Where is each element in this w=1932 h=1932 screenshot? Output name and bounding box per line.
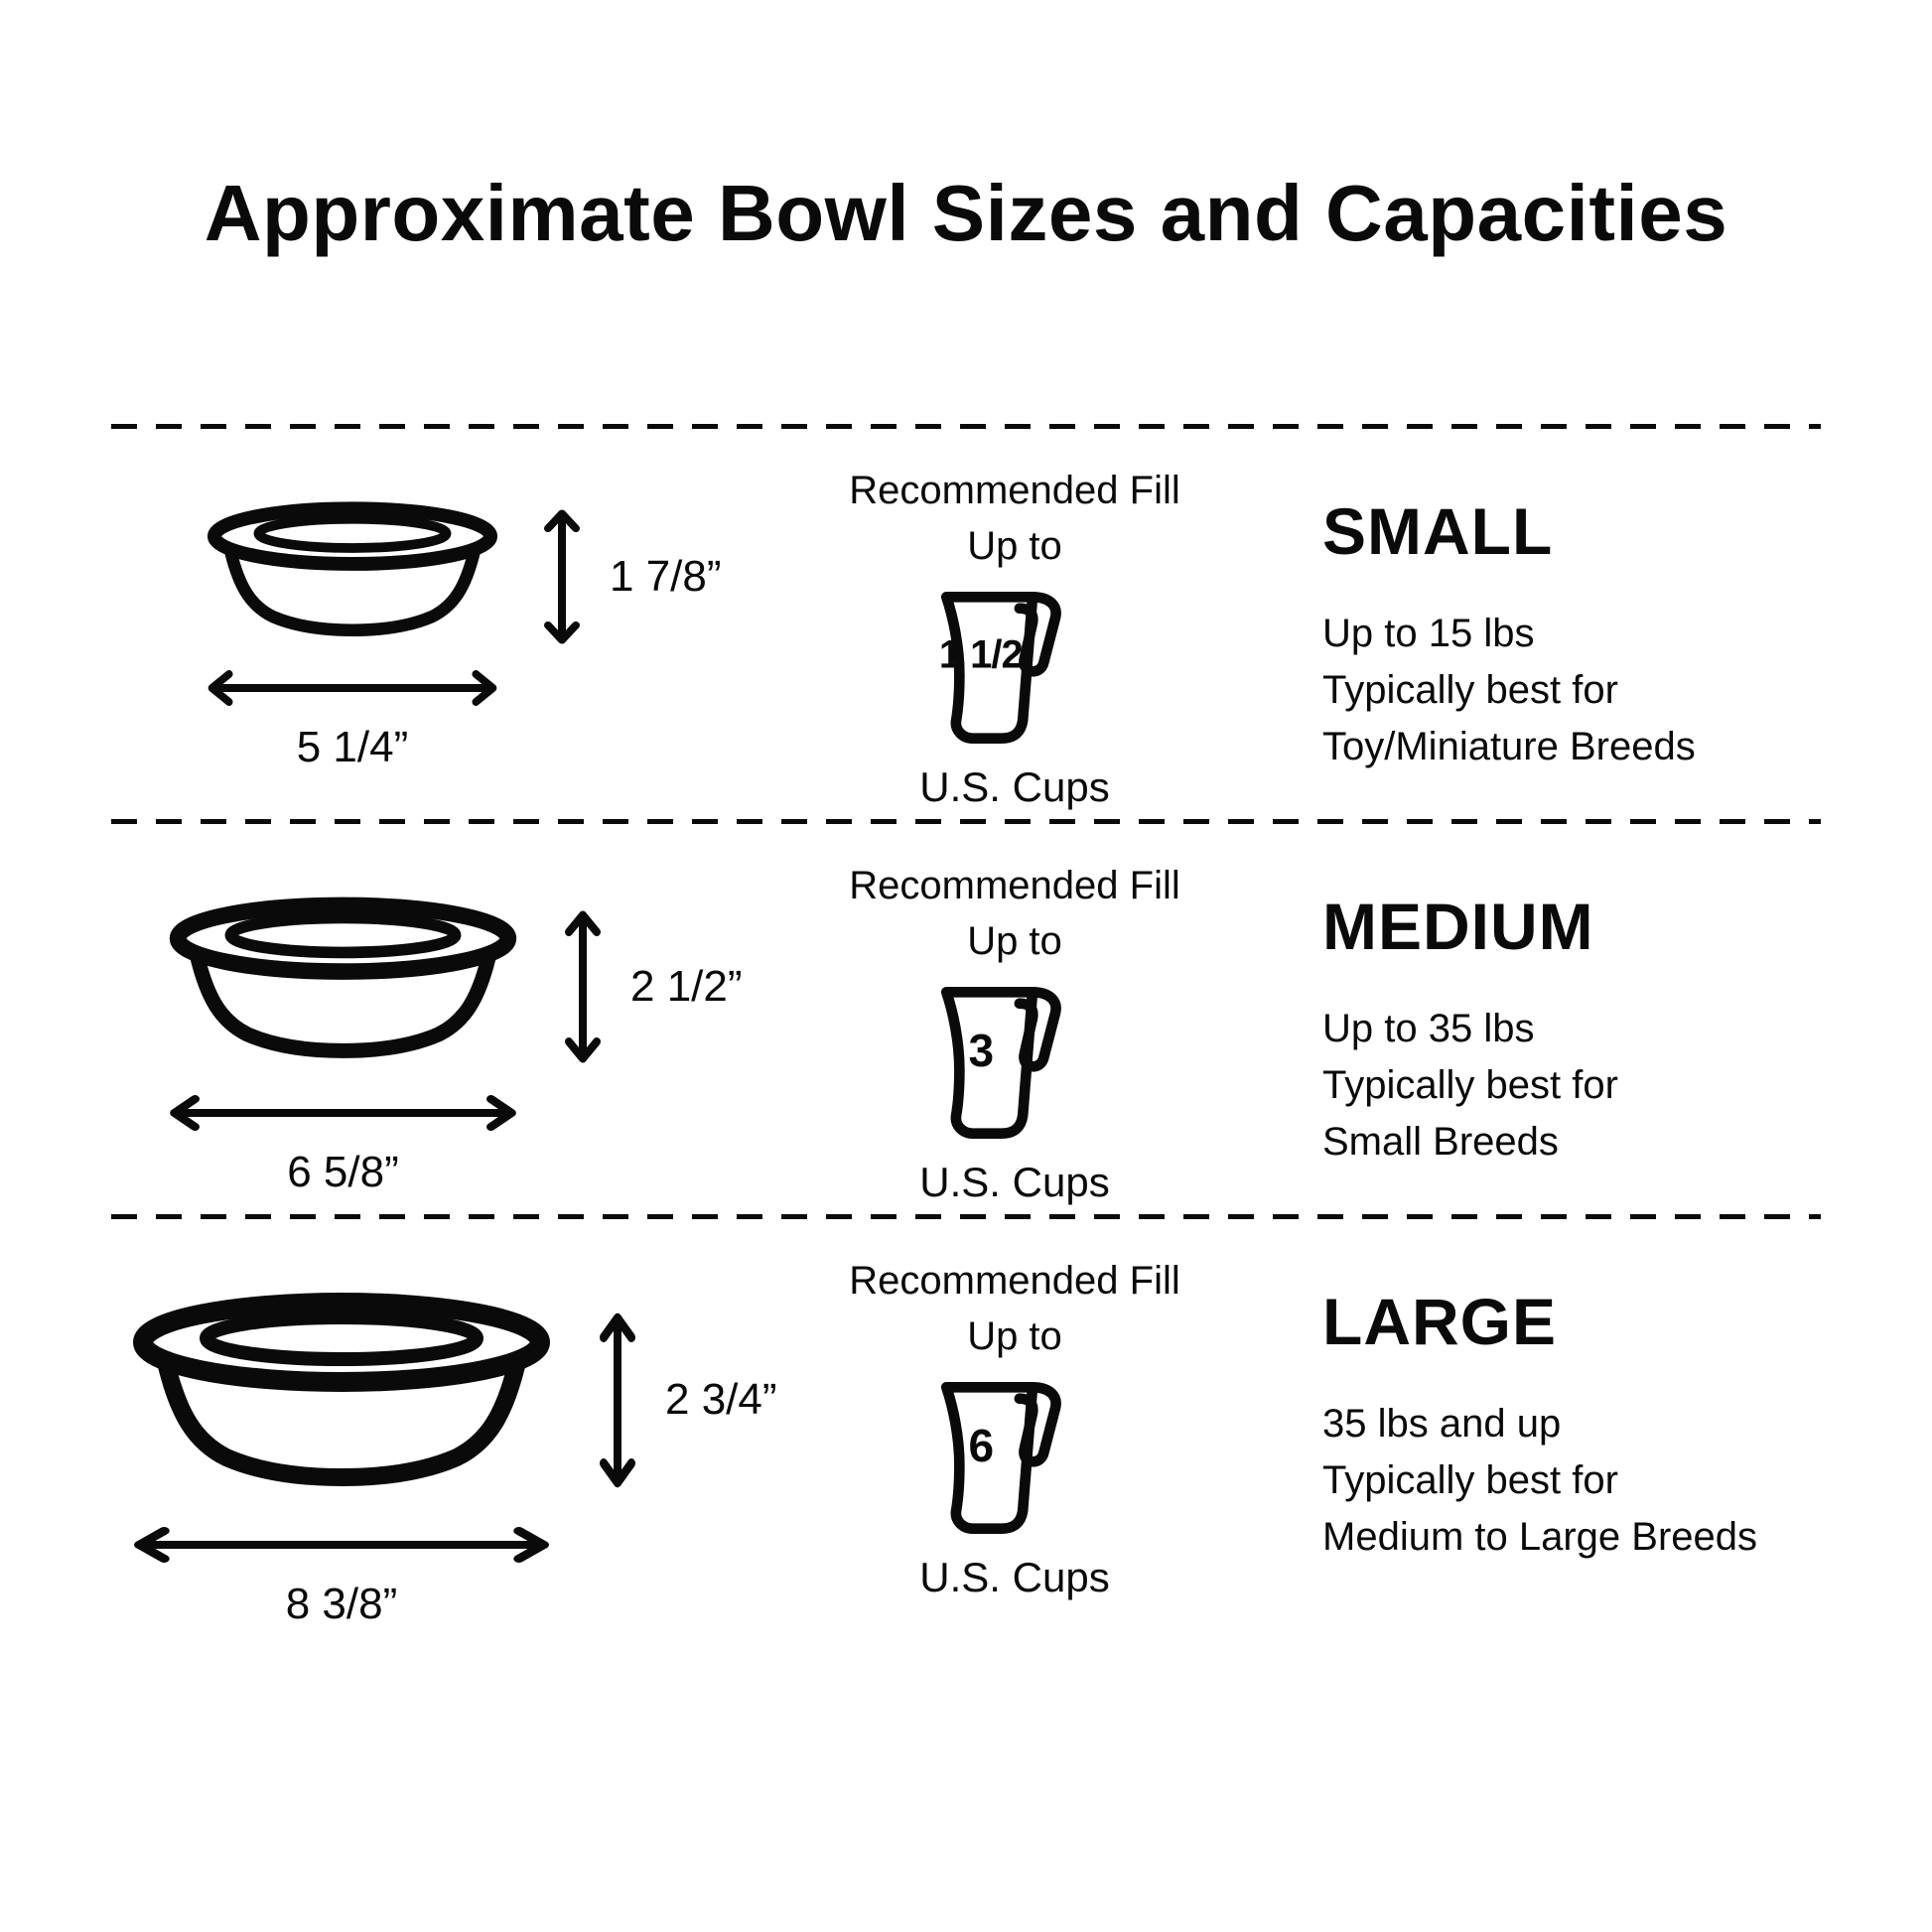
cup-amount: 1 1/2	[938, 632, 1023, 677]
size-heading: SMALL	[1322, 494, 1554, 568]
page-title: Approximate Bowl Sizes and Capacities	[204, 169, 1728, 257]
recommended-fill-large	[806, 1219, 1223, 1646]
size-desc-line: Small Breeds	[1322, 1119, 1559, 1164]
cup-unit-label: U.S. Cups	[919, 763, 1110, 810]
bowl-diagram-large	[111, 1219, 806, 1646]
recommended-fill-medium	[806, 824, 1223, 1214]
bowl-icon	[123, 1291, 560, 1509]
bowl-width-label: 8 3/8”	[285, 1580, 398, 1628]
bowl-height-label: 2 3/4”	[665, 1375, 777, 1424]
fill-subtitle: Up to	[967, 524, 1062, 568]
cup-amount: 6	[968, 1420, 994, 1472]
bowl-width-label: 6 5/8”	[287, 1148, 399, 1196]
bowl-width-label: 5 1/4”	[296, 723, 409, 771]
bowl-height-label: 1 7/8”	[610, 551, 722, 601]
width-arrow-icon	[201, 668, 504, 708]
bowl-height-label: 2 1/2”	[630, 961, 743, 1011]
cup-amount: 3	[968, 1025, 994, 1077]
size-row-medium	[111, 824, 1821, 1214]
cup-unit-label: U.S. Cups	[919, 1159, 1110, 1205]
size-heading: LARGE	[1322, 1285, 1557, 1358]
size-info-medium	[1223, 824, 1821, 1214]
size-desc-line: Toy/Miniature Breeds	[1322, 724, 1696, 768]
height-arrow-icon	[596, 1304, 639, 1497]
size-info-large	[1223, 1219, 1821, 1646]
height-arrow-icon	[540, 502, 584, 651]
size-desc-line: Typically best for	[1322, 1062, 1618, 1107]
fill-title: Recommended Fill	[849, 1259, 1180, 1303]
size-desc-line: Medium to Large Breeds	[1322, 1514, 1758, 1559]
size-desc-line: Typically best for	[1322, 667, 1618, 712]
size-desc-line: Up to 35 lbs	[1322, 1007, 1535, 1050]
fill-subtitle: Up to	[967, 1314, 1062, 1358]
fill-subtitle: Up to	[967, 919, 1062, 963]
bowl-diagram-medium	[111, 824, 806, 1214]
recommended-fill-small	[806, 429, 1223, 819]
fill-title: Recommended Fill	[849, 864, 1180, 907]
size-heading: MEDIUM	[1322, 890, 1594, 963]
cup-unit-label: U.S. Cups	[919, 1554, 1110, 1600]
width-arrow-icon	[161, 1093, 525, 1133]
size-row-large	[111, 1219, 1821, 1646]
fill-title: Recommended Fill	[849, 469, 1180, 512]
bowl-diagram-small	[111, 429, 806, 819]
size-info-small	[1223, 429, 1821, 819]
size-desc-line: 35 lbs and up	[1322, 1402, 1562, 1446]
size-desc-line: Typically best for	[1322, 1457, 1618, 1502]
size-row-small	[111, 429, 1821, 819]
size-desc-line: Up to 15 lbs	[1322, 612, 1535, 655]
bowl-icon	[201, 500, 504, 652]
height-arrow-icon	[561, 902, 605, 1071]
bowl-icon	[161, 896, 525, 1077]
width-arrow-icon	[123, 1525, 560, 1565]
